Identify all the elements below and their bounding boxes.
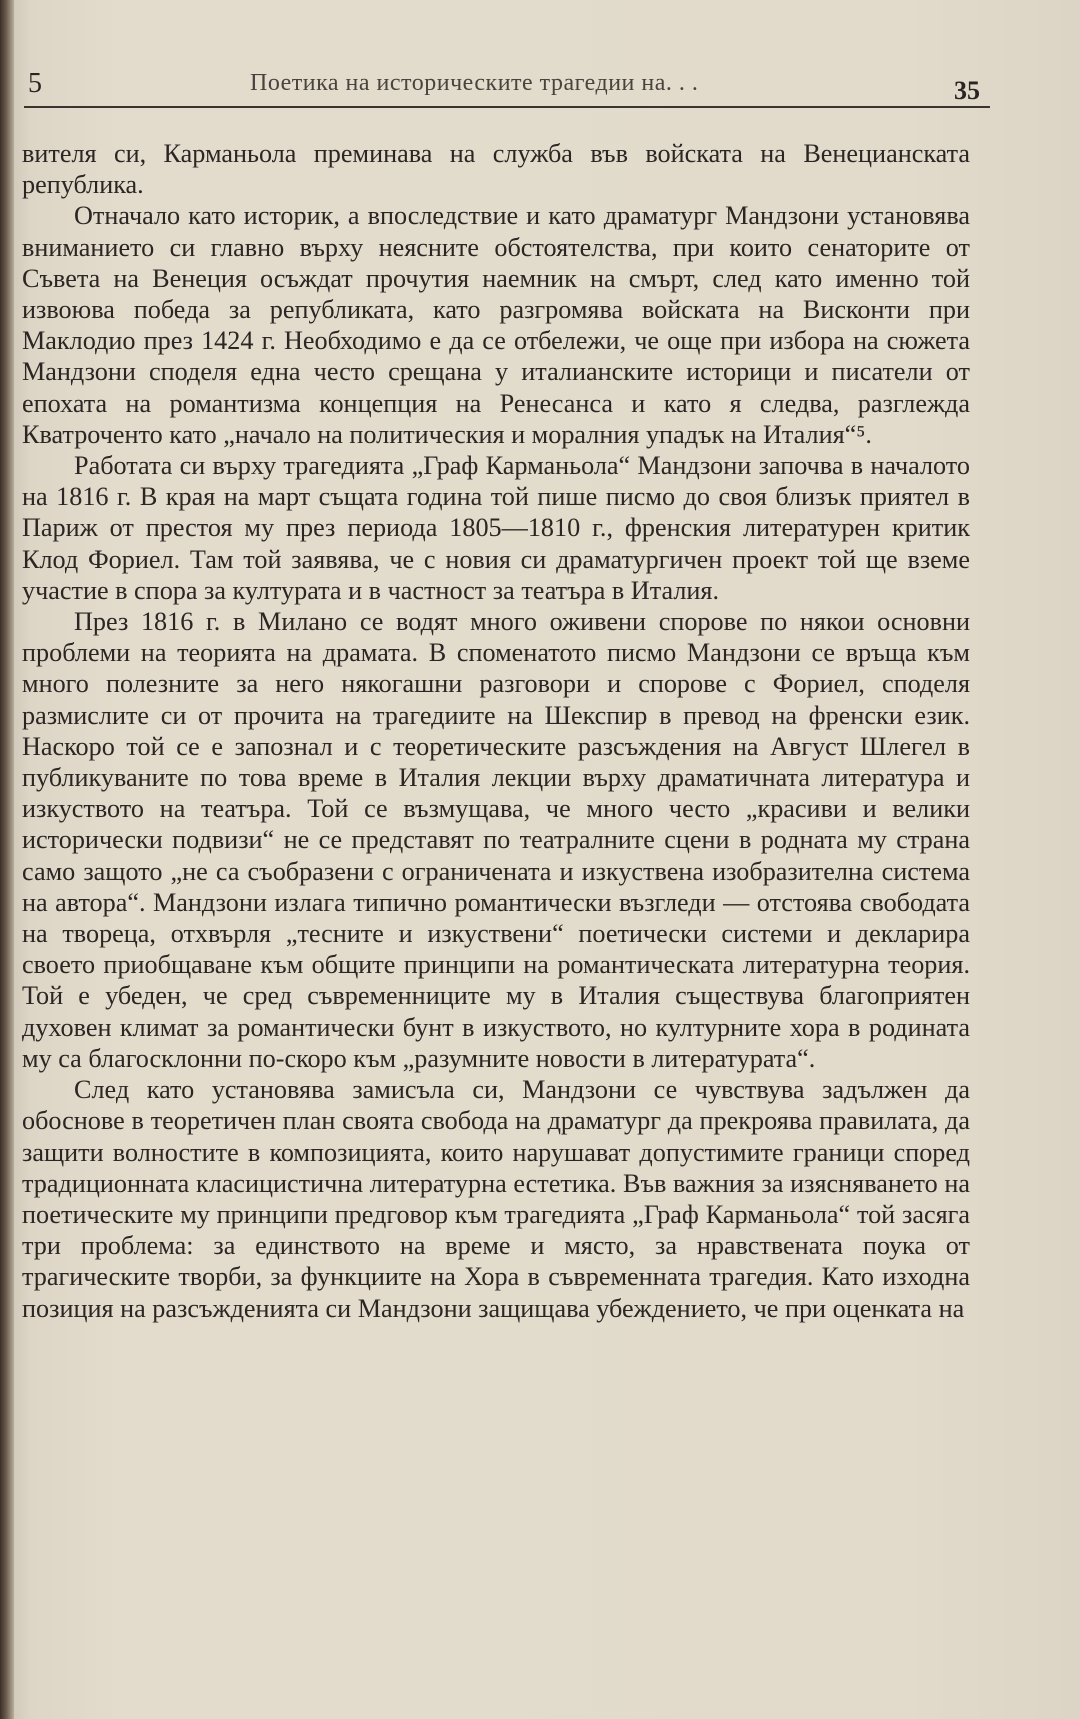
paragraph: През 1816 г. в Милано се водят много оживени спорове по някои основни проблеми на теорията на драмата. В споменатото писмо Мандзони се връща към много полезните за него някогашни разговори и спорове с Фориел, споделя размислите си от прочита на трагедиите на Шекспир в превод на френски език. Наскоро той се е запознал и с теоретическите разсъждения на Август Шлегел в публикуваните по това време в Италия лекции върху драматичната литература и изкуството на театъра. Той се възмущава, че много често „красиви и велики исторически подвизи“ не се представят по театралните сцени в родната му страна само защото „не са съобразени с ограничената и изкуствена изобразителна система на автора“. Мандзони излага типично романтически възгледи — отстоява свободата на твореца, отхвърля „тесните и изкуствени“ поетически системи и декларира своето приобщаване към общите принципи на романтическата литературна теория. Той е убеден, че сред съвременниците му в Италия съществува благоприятен духовен климат за романтически бунт в изкуството, но културните хора в родината му са благосклонни по-скоро към „разумните новости в литературата“. bbox=[22, 607, 970, 1073]
book-spine-shadow bbox=[0, 0, 14, 1719]
header-rule bbox=[24, 106, 990, 108]
body-text bbox=[22, 138, 970, 1324]
paragraph: След като установява замисъла си, Мандзони се чувствува задължен да обоснове в теоретичен план своята свобода на драматург да прекроява правилата, да защити волностите в композицията, които нарушават допустимите граници според традиционната класицистична литературна естетика. Във важния за изясняването на поетическите му принципи предговор към трагедията „Граф Карманьола“ той засяга три проблема: за единството на време и място, за нравствената поука от трагическите творби, за функциите на Хора в съвременната трагедия. Като изходна позиция на разсъжденията си Мандзони защищава убеждението, че при оценката на bbox=[22, 1075, 970, 1323]
running-title: Поетика на историческите трагедии на. . . bbox=[250, 70, 699, 96]
running-header bbox=[18, 62, 1018, 112]
page-number: 35 bbox=[954, 76, 980, 105]
paragraph: Отначало като историк, а впоследствие и като драматург Мандзони установява вниманието си главно върху неясните обстоятелства, при които сенаторите от Съвета на Венеция осъждат прочутия наемник на смърт, след като именно той извоюва победа за републиката, като разгромява войската на Висконти при Маклодио през 1424 г. Необходимо е да се отбележи, че още при избора на сюжета Мандзони споделя една често срещана у италианските историци и писатели от епохата на романтизма концепция на Ренесанса и като я следва, разглежда Кватроченто като „начало на политическия и моралния упадък на Италия“⁵. bbox=[22, 201, 970, 449]
paragraph-continuation: вителя си, Карманьола преминава на служба във войската на Венецианската република. bbox=[22, 139, 970, 200]
facing-page-number: 5 bbox=[28, 68, 42, 99]
paragraph: Работата си върху трагедията „Граф Карманьола“ Мандзони започва в началото на 1816 г. В края на март същата година той пише писмо до своя близък приятел в Париж от престоя му през периода 1805—1810 г., френския литературен критик Клод Фориел. Там той заявява, че с новия си драматургичен проект той ще вземе участие в спора за културата и в частност за театъра в Италия. bbox=[22, 451, 970, 605]
